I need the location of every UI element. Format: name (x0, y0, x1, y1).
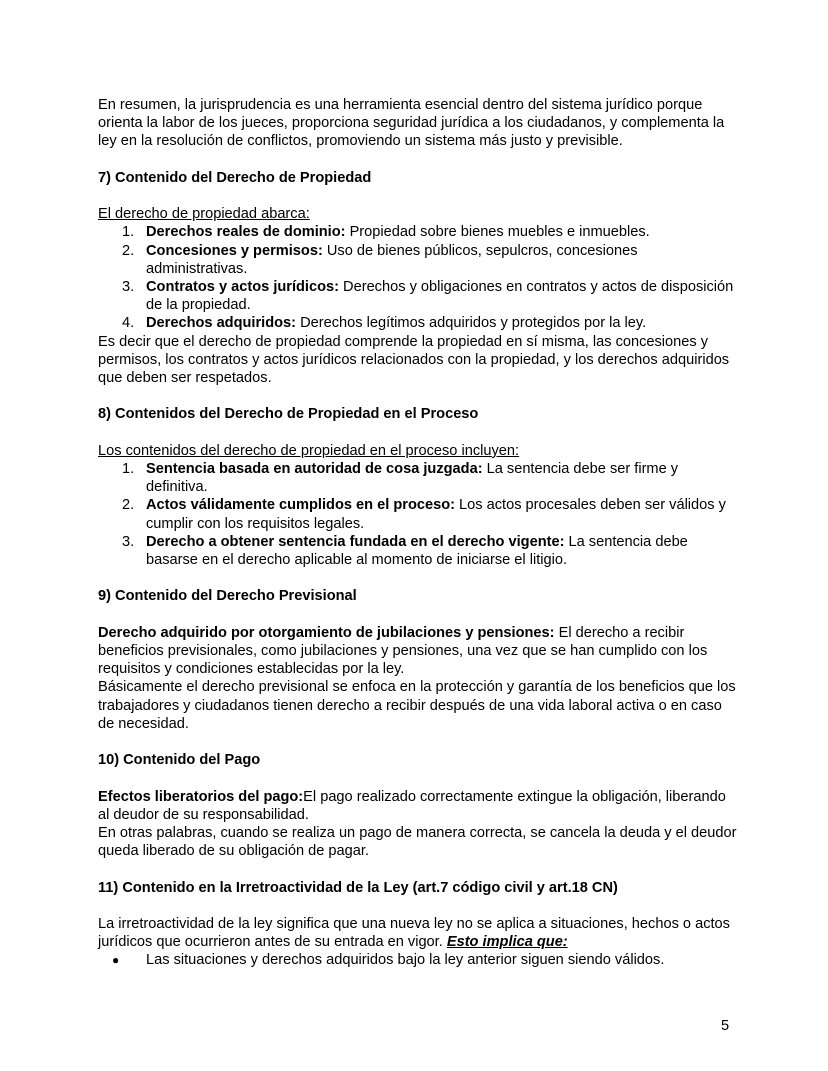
list-item (98, 533, 738, 569)
list-term: Actos válidamente cumplidos en el proceso: (146, 497, 455, 514)
list-number: 2. (122, 497, 135, 514)
section-7-list (98, 223, 738, 332)
list-desc: La sentencia debe basarse en el derecho aplicable al momento de iniciarse el litigio. (146, 533, 688, 569)
section-7-summary: Es decir que el derecho de propiedad comprende la propiedad en sí misma, las concesiones y permisos, los contratos y actos jurídicos relacionados con la propiedad, y los derechos adquiridos que deben ser respetados. (98, 333, 730, 387)
spacer (98, 769, 738, 787)
list-desc: Derechos legítimos adquiridos y protegidos por la ley. (296, 315, 647, 332)
intro-paragraph: En resumen, la jurisprudencia es una herramienta esencial dentro del sistema jurídico porque orienta la labor de los jueces, proporciona seguridad jurídica a los ciudadanos, y complementa la ley en la resolución de conflictos, promoviendo un sistema más justo y previsible. (98, 97, 725, 150)
spacer (98, 424, 738, 442)
section-11-bullets (98, 951, 738, 969)
list-desc: Derechos y obligaciones en contratos y actos de disposición de la propiedad. (146, 279, 734, 314)
list-term: Derechos adquiridos: (146, 315, 297, 332)
section-7-lead: El derecho de propiedad abarca: (98, 206, 310, 223)
list-item (98, 242, 738, 278)
list-desc: Los actos procesales deben ser válidos y cumplir con los requisitos legales. (146, 497, 726, 532)
section-10-heading: 10) Contenido del Pago (98, 752, 261, 769)
list-number: 1. (122, 224, 135, 241)
list-term: Concesiones y permisos: (146, 242, 323, 259)
bullet-icon: ● (112, 953, 120, 968)
list-number: 1. (122, 461, 135, 477)
list-item (98, 496, 738, 532)
section-9-paragraph (98, 624, 738, 679)
list-term: Contratos y actos jurídicos: (146, 279, 339, 295)
spacer (98, 387, 738, 405)
section-11-paragraph (98, 915, 738, 951)
section-11-emphasis: Esto implica que: (446, 934, 568, 951)
list-item (98, 951, 738, 969)
spacer (98, 897, 738, 915)
section-9-heading: 9) Contenido del Derecho Previsional (98, 588, 357, 605)
section-8-heading: 8) Contenidos del Derecho de Propiedad en el Proceso (98, 406, 479, 423)
spacer (98, 187, 738, 205)
list-desc: Uso de bienes públicos, sepulcros, concesiones administrativas. (146, 242, 638, 277)
list-item (98, 223, 738, 241)
spacer (98, 860, 738, 878)
section-10-desc: El pago realizado correctamente extingue la obligación, liberando al deudor de su responsabilidad. (98, 788, 726, 823)
list-number: 2. (122, 242, 135, 259)
section-9-term: Derecho adquirido por otorgamiento de jubilaciones y pensiones: (98, 624, 555, 641)
section-10-summary: En otras palabras, cuando se realiza un pago de manera correcta, se cancela la deuda y el deudor queda liberado de su obligación de pagar. (98, 825, 737, 860)
list-desc: Propiedad sobre bienes muebles e inmuebles. (345, 224, 650, 241)
list-term: Sentencia basada en autoridad de cosa juzgada: (146, 461, 483, 477)
spacer (98, 151, 738, 169)
list-term: Derechos reales de dominio: (146, 224, 346, 241)
spacer (98, 606, 738, 624)
spacer (98, 569, 738, 587)
section-9-desc: El derecho a recibir beneficios previsionales, como jubilaciones y pensiones, una vez que se han cumplido con los requisitos y condiciones establecidas por la ley. (98, 624, 708, 678)
section-9-summary: Básicamente el derecho previsional se enfoca en la protección y garantía de los beneficios que los trabajadores y ciudadanos tienen derecho a recibir después de una vida laboral activa o en caso de necesidad. (98, 679, 736, 732)
bullet-text: Las situaciones y derechos adquiridos bajo la ley anterior siguen siendo válidos. (146, 952, 665, 969)
section-10-paragraph (98, 788, 738, 824)
section-7-heading: 7) Contenido del Derecho de Propiedad (98, 169, 372, 186)
section-8-list (98, 460, 738, 569)
section-11-text: La irretroactividad de la ley significa que una nueva ley no se aplica a situaciones, hechos o actos jurídicos que ocurrieron antes de su entrada en vigor. (98, 915, 730, 951)
section-11-heading: 11) Contenido en la Irretroactividad de la Ley (art.7 código civil y art.18 CN) (98, 879, 618, 896)
list-item (98, 460, 738, 496)
list-term: Derecho a obtener sentencia fundada en el derecho vigente: (146, 533, 565, 550)
page-number: 5 (721, 1018, 730, 1034)
section-8-lead: Los contenidos del derecho de propiedad en el proceso incluyen: (98, 442, 520, 459)
list-number: 3. (122, 533, 135, 550)
list-number: 3. (122, 279, 135, 295)
spacer (98, 733, 738, 751)
document-page (98, 96, 738, 970)
list-item (98, 278, 738, 314)
list-desc: La sentencia debe ser firme y definitiva. (146, 461, 679, 496)
section-10-term: Efectos liberatorios del pago: (98, 788, 304, 805)
list-item (98, 314, 738, 332)
list-number: 4. (122, 315, 135, 332)
